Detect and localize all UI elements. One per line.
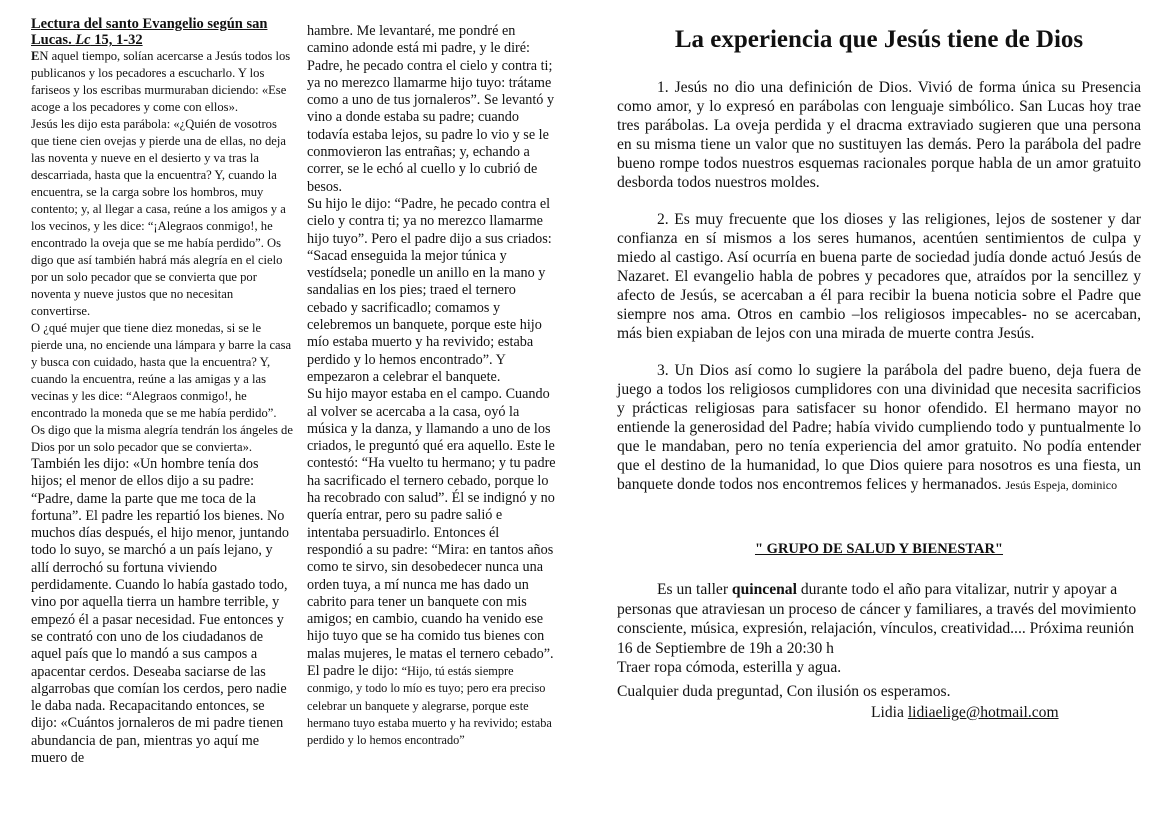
article-point-2 [617, 210, 1141, 343]
group-body-text: durante todo el año para vitalizar, nutrir y apoyar a personas que atraviesan un proceso de cáncer y familiares, a través del movimiento consciente, música, expresión, relajación, vínculos, creatividad.... Próxima reunión 16 de Septiembre de 19h a 20:30 h [617, 581, 1137, 657]
reading-ref-book: Lc [75, 32, 91, 48]
reading-paragraph: O ¿qué mujer que tiene diez monedas, si se le pierde una, no enciende una lámpara y barre la casa y busca con cuidado, hasta que la encuentra? Y, cuando la encuentra, reúne a las amigas y a las vecinas y les dice: “Alegraos conmigo!, he encontrado la moneda que se me había perdido”. Os digo que la misma alegría tendrán los ángeles de Dios por un solo pecador que se convierta». [31, 321, 293, 454]
article-point-2-text: 2. Es muy frecuente que los dioses y las religiones, lejos de sostener y dar confianza en sí mismos a los seres humanos, acentúen sentimientos de culpa y miedo al castigo. Así ocurría en buena parte de sociedad judía donde actuó Jesús de Nazaret. El evangelio habla de pobres y pecadores que, atraídos por la sencillez y afecto de Jesús, se acercaban a él para recibir la buena noticia sobre el Padre que siempre nos ama. Otros en cambio –los religiosos impecables- no se acercaban, más bien expiaban de lejos con una mirada de muerte contra Jesús. [617, 211, 1141, 342]
reading-paragraph [31, 48, 293, 116]
reading-paragraph: Su hijo le dijo: “Padre, he pecado contra el cielo y contra ti; ya no merezco llamarme hijo tuyo”. Pero el padre dijo a sus criados: “Sacad enseguida la mejor túnica y vestídsela; ponedle un anillo en la mano y sandalias en los pies; traed el ternero cebado y sacrificadlo; comamos y celebremos un banquete, porque este hijo mío estaba muerto y ha revivido; estaba perdido y lo hemos encontrado”. Y empezaron a celebrar el banquete. [307, 195, 552, 385]
group-bring-note: Traer ropa cómoda, esterilla y agua. [617, 659, 842, 676]
article-point-3-text: 3. Un Dios así como lo sugiere la parábola del padre bueno, deja fuera de juego a todos los religiosos cumplidores con una divinidad que necesita sacrificios y prácticas religiosas para satisfacer su honor ofendido. El hermano mayor no entiende la generosidad del Padre; había vivido cumpliendo todo y puntualmente lo que le mandaban, pero no tenía experiencia del amor gratuito. No podía entender que el destino de la humanidad, lo que Dios quiere para nosotros es una fiesta, un banquete donde todos nos encontremos felices y hermanados. [617, 362, 1141, 493]
reading-text-7: Su hijo mayor estaba en el campo. Cuando al volver se acercaba a la casa, oyó la música y la danza, y llamando a uno de los criados, le preguntó qué era aquello. Este le contestó: “Ha vuelto tu hermano; y tu padre ha sacrificado el ternero cebado, porque lo ha recobrado con salud”. Él se indignó y no quería entrar, pero su padre salió e intentaba persuadirlo. Entonces él respondió a su padre: “Mira: en tantos años como te sirvo, sin desobedecer nunca una orden tuya, a mí nunca me has dado un cabrito para tener un banquete con mis amigos; en cambio, cuando ha venido ese hijo tuyo que se ha comido tus bienes con malas mujeres, le matas el ternero cebado”. El padre le dijo: [307, 386, 556, 679]
reading-paragraph: hambre. Me levantaré, me pondré en camino adonde está mi padre, y le diré: Padre, he pecado contra el cielo y contra ti; ya no merezco llamarme hijo tuyo: trátame como a uno de tus jornaleros”. Se levantó y vino a donde estaba su padre; cuando todavía estaba lejos, su padre lo vio y se le conmovieron las entrañas; y, echando a correr, se le echó al cuello y lo cubrió de besos. [307, 23, 555, 195]
article-point-3 [617, 361, 1141, 495]
reading-title [31, 16, 293, 48]
gospel-column-1 [31, 16, 293, 767]
reading-title-line1: Lectura del santo Evangelio según san [31, 16, 268, 32]
article-title: La experiencia que Jesús tiene de Dios [674, 26, 1084, 53]
article-point-1-text: 1. Jesús no dio una definición de Dios. Vivió de forma única su Presencia como amor, y lo expresó en parábolas con lenguaje simbólico. San Lucas hoy trae tres parábolas. La oveja perdida y el dracma extraviado sugieren que una persona en su misma tiene un valor que no sustituyen las demás. Pero la parábola del padre bueno rompe todos nuestros esquemas racionales porque habla de un amor gratuito desborda todos nuestros moldes. [617, 79, 1141, 191]
reading-text-1: N aquel tiempo, solían acercarse a Jesús todos los publicanos y los pecadores a escucharlo. Y los fariseos y los escribas murmuraban diciendo: «Ese acoge a los pecadores y come con ellos». [31, 49, 291, 114]
reading-text-8: “Hijo, tú estás siempre conmigo, y todo lo mío es tuyo; pero era preciso celebrar un banquete y alegrarse, porque este hermano tuyo estaba muerto y ha revivido; estaba perdido y lo hemos encontrado” [307, 663, 552, 748]
reading-ref-verses: 15, 1-32 [90, 32, 143, 48]
contact-line [871, 704, 1141, 722]
reading-paragraph: También les dijo: «Un hombre tenía dos hijos; el menor de ellos dijo a su padre: “Padre, dame la parte que me toca de la fortuna”. El padre les repartió los bienes. No muchos días después, el hijo menor, juntando todo lo suyo, se marchó a un país lejano, y allí derrochó su fortuna viviendo perdidamente. Cuando lo había gastado todo, vino por aquella tierra un hambre terrible, y empezó él a pasar necesidad. Fue entonces y se contrató con uno de los ciudadanos de aquel país que lo mandó a sus campos a apacentar cerdos. Deseaba saciarse de las algarrobas que comían los cerdos, pero nadie le daba nada. Recapacitando entonces, se dijo: «Cuántos jornaleros de mi padre tienen abundancia de pan, mientras yo aquí me muero de [31, 456, 289, 767]
group-closing: Cualquier duda preguntad, Con ilusión os esperamos. [617, 682, 951, 700]
reading-title-prefix: Lucas. [31, 32, 76, 48]
group-frequency: quincenal [731, 581, 797, 598]
group-intro: Es un taller [657, 581, 732, 598]
group-description [617, 580, 1141, 658]
gospel-column-2 [307, 23, 557, 749]
article-signature: Jesús Espeja, dominico [1005, 478, 1118, 492]
group-heading: " GRUPO DE SALUD Y BIENESTAR" [754, 541, 1003, 557]
article-column [617, 24, 1141, 722]
reading-paragraph: Jesús les dijo esta parábola: «¿Quién de vosotros que tiene cien ovejas y pierde una de ellas, no deja las noventa y nueve en el desierto y va tras la descarriada, hasta que la encuentra? Y, cuando la encuentra, se la carga sobre los hombros, muy contento; y, al llegar a casa, reúne a los amigos y a los vecinos, y les dice: “¡Alegraos conmigo!, he encontrado la oveja que se me había perdido”. Os digo que así también habrá más alegría en el cielo por un solo pecador que se convierta que por noventa y nueve justos que no necesitan convertirse. [31, 117, 286, 318]
article-point-1 [617, 78, 1141, 192]
drop-letter: E [31, 49, 40, 63]
reading-paragraph [307, 386, 557, 749]
contact-name: Lidia [871, 704, 908, 721]
contact-email-link[interactable]: lidiaelige@hotmail.com [907, 704, 1059, 721]
